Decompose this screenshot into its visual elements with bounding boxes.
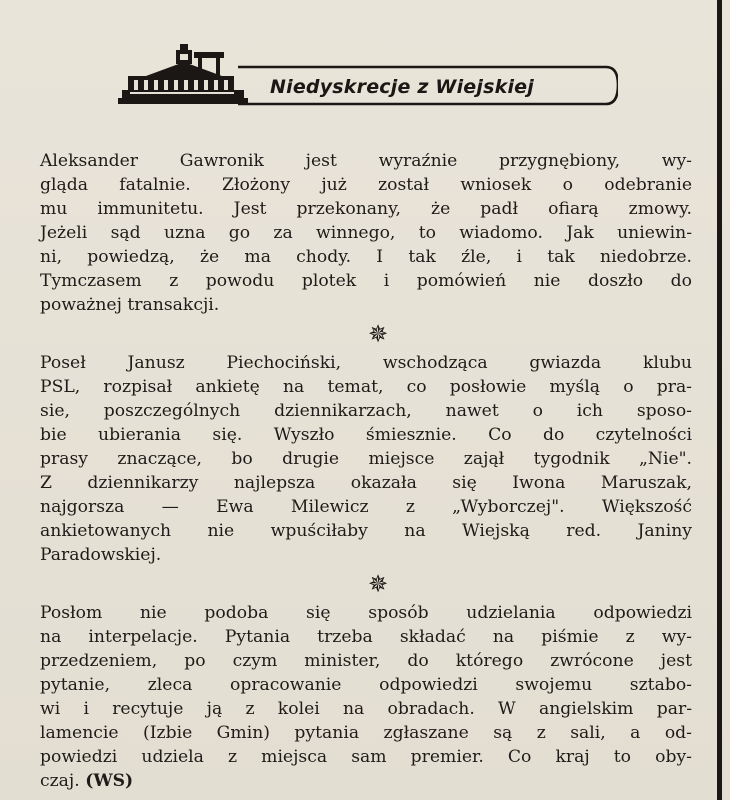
text-line: pytanie, zleca opracowanie odpowiedzi swojemu sztabo- — [40, 675, 692, 695]
text-line: Tymczasem z powodu plotek i pomówień nie doszło do — [40, 271, 692, 291]
text-line: Poseł Janusz Piechociński, wschodząca gwiazda klubu — [40, 353, 692, 373]
author-signature: (WS) — [85, 771, 134, 791]
text-line: bie ubierania się. Wyszło śmiesznie. Co do czytelności — [40, 425, 692, 445]
text-line-final — [40, 769, 692, 793]
text-line: powiedzi udziela z miejsca sam premier. Co kraj to oby- — [40, 747, 692, 767]
text-line: Paradowskiej. — [40, 545, 162, 565]
text-line: sie, poszczególnych dziennikarzach, nawet o ich sposo- — [40, 401, 692, 421]
text-line: Posłom nie podoba się sposób udzielania odpowiedzi — [40, 603, 692, 623]
text-line: Z dziennikarzy najlepsza okazała się Iwona Maruszak, — [40, 473, 692, 493]
paragraph-1 — [40, 149, 692, 317]
paragraph-3 — [40, 601, 692, 793]
text-line: ankietowanych nie wpuściłaby na Wiejską red. Janiny — [40, 521, 692, 541]
text-line: najgorsza — Ewa Milewicz z „Wyborczej". Większość — [40, 497, 692, 517]
column-title: Niedyskrecje z Wiejskiej — [270, 76, 534, 98]
separator-star-icon: ✵ — [367, 320, 389, 348]
column-header — [118, 40, 618, 112]
text-line: gląda fatalnie. Złożony już został wniosek o odebranie — [40, 175, 692, 195]
text-line: prasy znaczące, bo drugie miejsce zajął tygodnik „Nie". — [40, 449, 692, 469]
text-line: lamencie (Izbie Gmin) pytania zgłaszane są z sali, a od- — [40, 723, 692, 743]
article-body — [40, 149, 692, 793]
text-line: PSL, rozpisał ankietę na temat, co posłowie myślą o pra- — [40, 377, 692, 397]
separator-star-icon: ✵ — [367, 570, 389, 598]
text-line: przedzeniem, po czym minister, do którego zwrócone jest — [40, 651, 692, 671]
text-line: ni, powiedzą, że ma chody. I tak źle, i tak niedobrze. — [40, 247, 692, 267]
text-line: Aleksander Gawronik jest wyraźnie przygnębiony, wy- — [40, 151, 692, 171]
final-word: czaj. — [40, 771, 80, 791]
text-line: mu immunitetu. Jest przekonany, że padł ofiarą zmowy. — [40, 199, 692, 219]
paragraph-2 — [40, 351, 692, 567]
text-line: Jeżeli sąd uzna go za winnego, to wiadomo. Jak uniewin- — [40, 223, 692, 243]
text-line: wi i recytuje ją z kolei na obradach. W angielskim par- — [40, 699, 692, 719]
column-rule — [717, 0, 722, 800]
text-line: poważnej transakcji. — [40, 295, 220, 315]
text-line: na interpelacje. Pytania trzeba składać na piśmie z wy- — [40, 627, 692, 647]
